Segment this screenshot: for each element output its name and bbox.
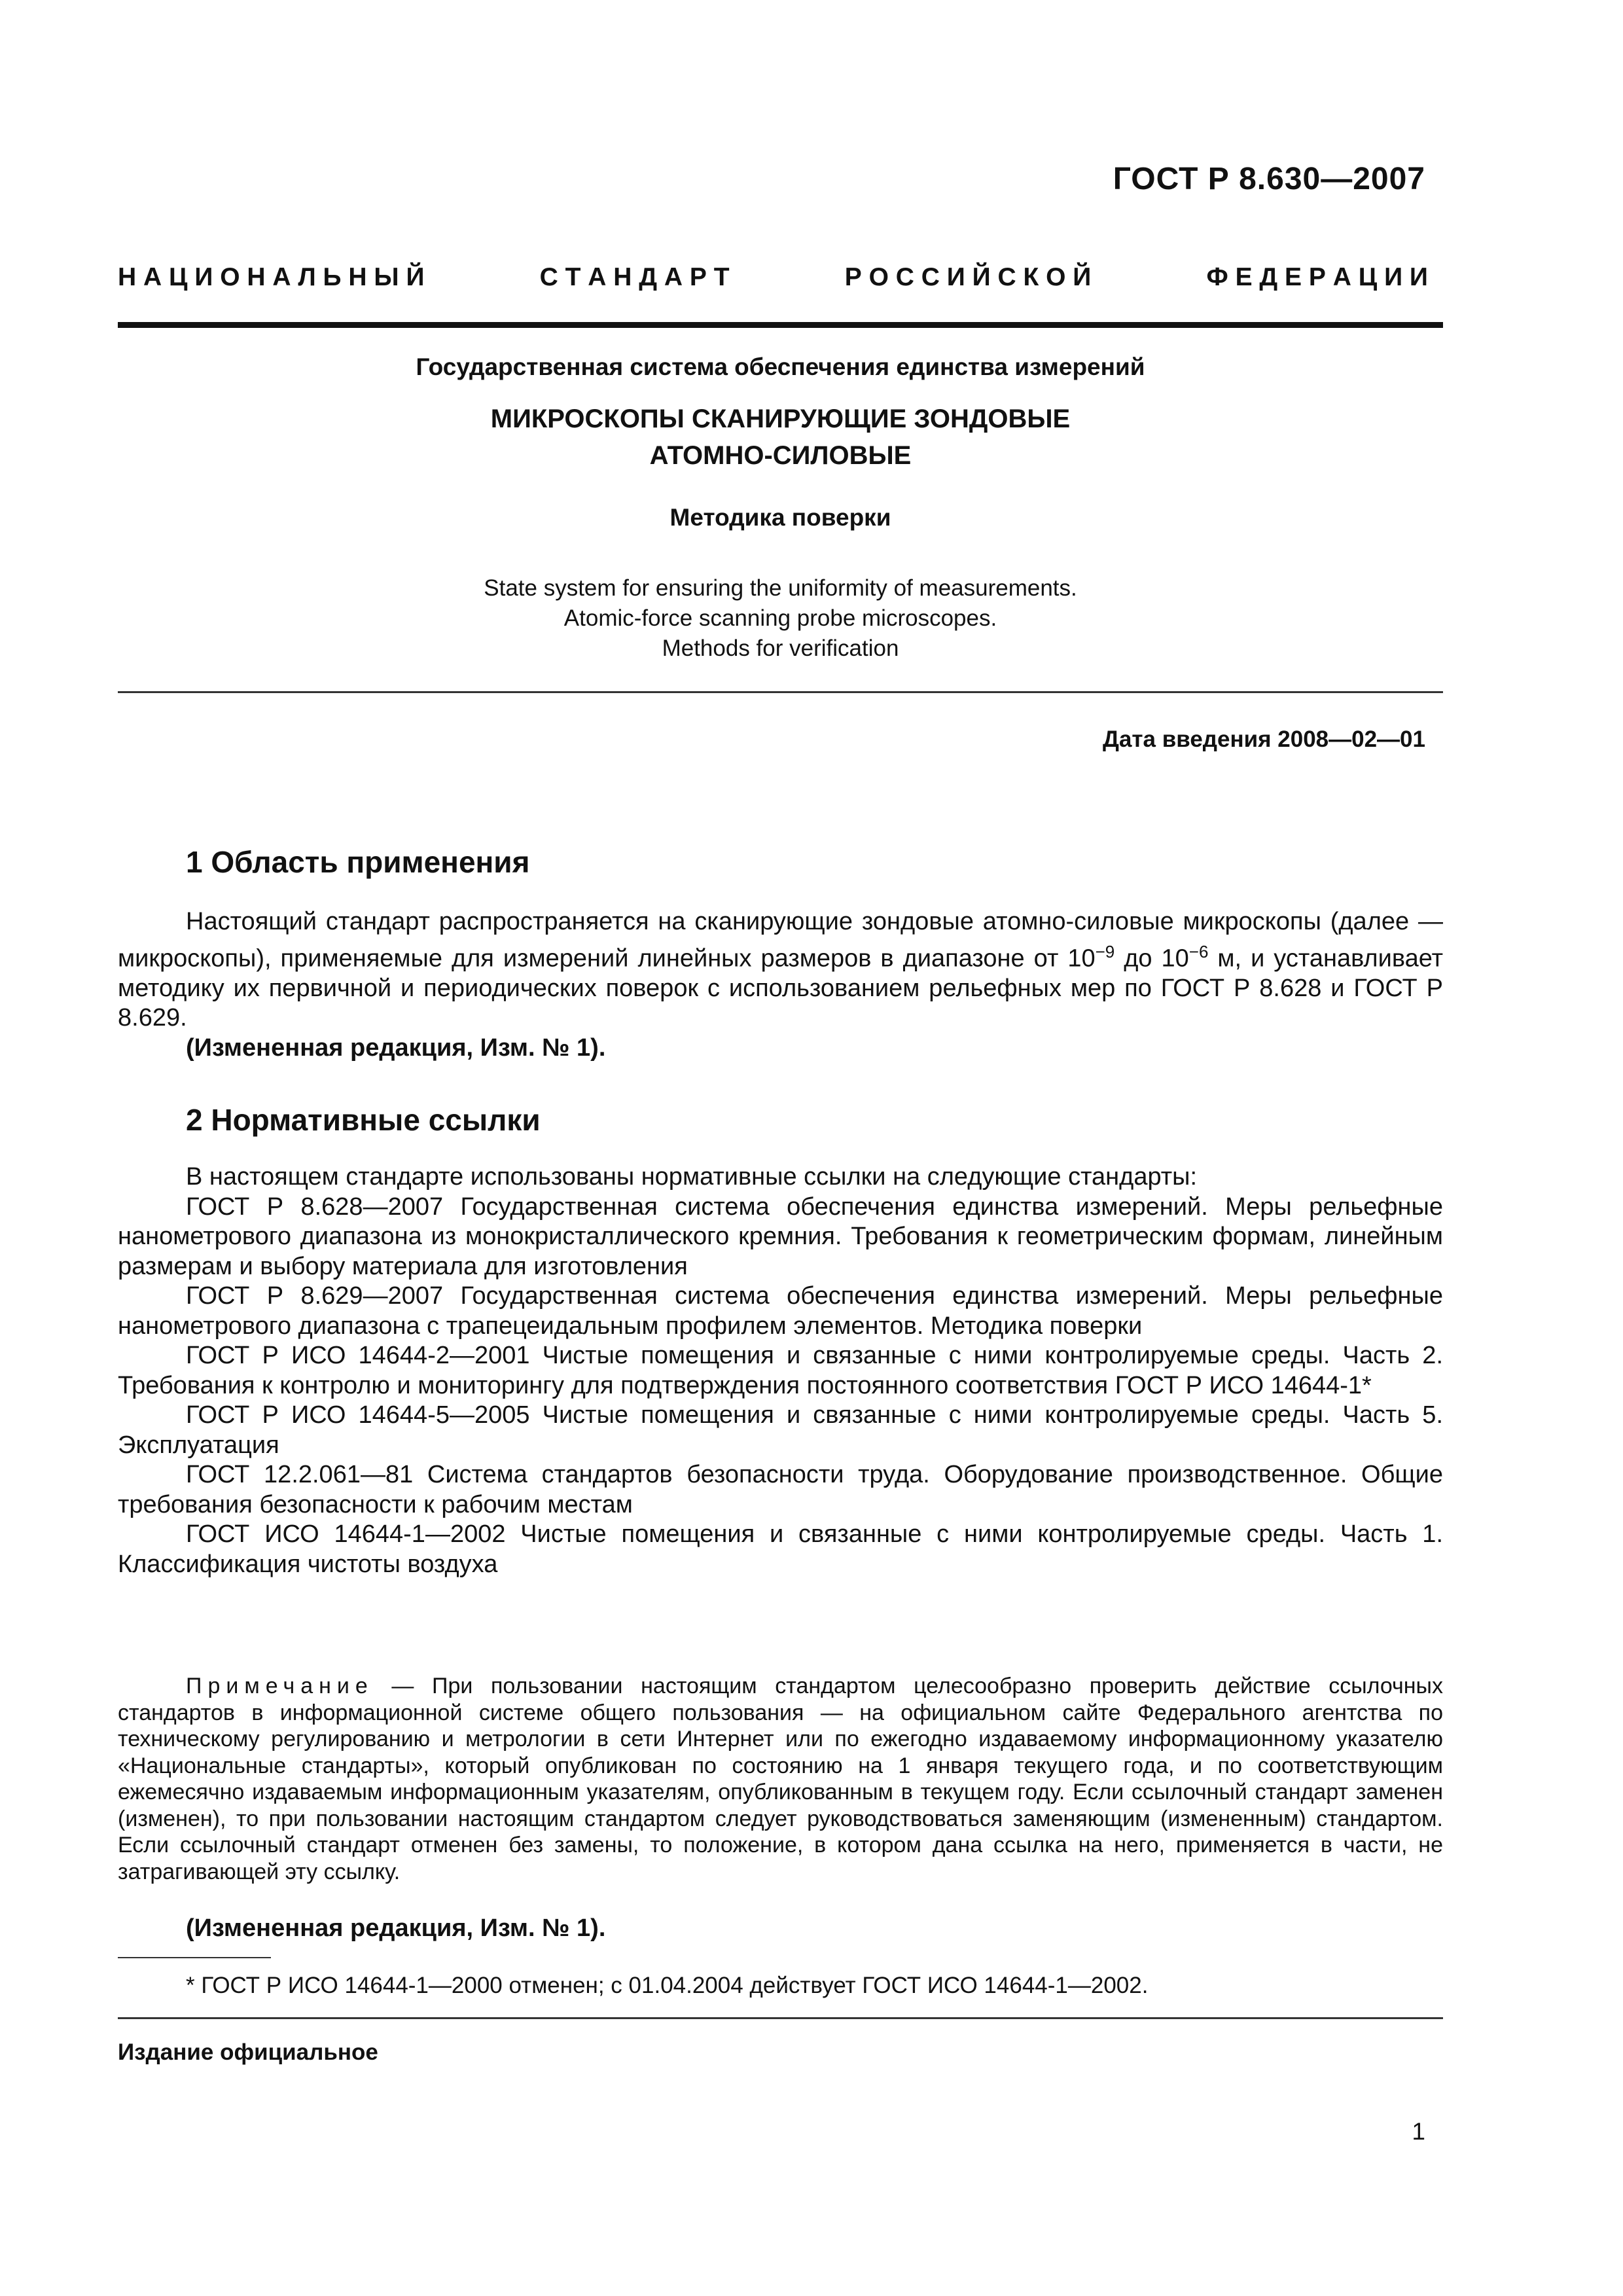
title-divider (118, 691, 1443, 693)
exponent: −6 (1188, 941, 1209, 961)
note-label: Примечание (186, 1674, 374, 1698)
note-block (118, 1673, 1443, 1885)
note-paragraph (118, 1673, 1443, 1885)
section-2-heading: 2 Нормативные ссылки (186, 1103, 541, 1137)
reference-item: ГОСТ 12.2.061—81 Система стандартов безопасности труда. Оборудование производственное. Общие требования безопасности к рабочим местам (118, 1461, 1443, 1518)
section-1-body (118, 907, 1443, 1063)
scope-paragraph (118, 907, 1443, 1033)
reference-item: ГОСТ Р ИСО 14644-5—2005 Чистые помещения и связанные с ними контролируемые среды. Часть 5. Эксплуатация (118, 1401, 1443, 1459)
english-title-line: State system for ensuring the uniformity of measurements. (484, 575, 1077, 601)
scope-text: м, и устанавливает методику их первичной и периодических поверок с использованием рельефных мер по ГОСТ Р 8.628 и ГОСТ Р 8.629. (118, 944, 1443, 1032)
national-title-word: Ф Е Д Е Р А Ц И И (1206, 263, 1428, 291)
english-title-line: Methods for verification (662, 636, 899, 661)
reference-item: ГОСТ Р ИСО 14644-2—2001 Чистые помещения и связанные с ними контролируемые среды. Часть 2. Требования к контролю и мониторингу для подтверждения постоянного соответствия ГОСТ Р ИСО 14644-1* (118, 1342, 1443, 1399)
footnote-divider (118, 1957, 271, 1958)
edition-label: Издание официальное (118, 2039, 378, 2065)
scope-text: Настоящий стандарт распространяется на сканирующие зондовые атомно-силовые микроскопы (далее — микроскопы), применяемые для измерений линейных размеров в диапазоне от 10 (118, 908, 1443, 973)
amendment-note: (Измененная редакция, Изм. № 1). (186, 1033, 606, 1062)
header-divider (118, 322, 1443, 328)
section-1-heading: 1 Область применения (186, 845, 530, 879)
scope-text: до 10 (1115, 944, 1189, 973)
reference-item: ГОСТ Р 8.628—2007 Государственная система обеспечения единства измерений. Меры рельефные нанометрового диапазона из монокристаллического кремния. Требования к геометрическим формам, линейным размерам и выбору материала для изготовления (118, 1193, 1443, 1280)
main-title-line: МИКРОСКОПЫ СКАНИРУЮЩИЕ ЗОНДОВЫЕ (490, 404, 1071, 433)
national-title-word: Н А Ц И О Н А Л Ь Н Ы Й (118, 263, 425, 291)
intro-date: Дата введения 2008—02—01 (1103, 726, 1425, 752)
english-title (118, 573, 1443, 664)
note-text: — При пользовании настоящим стандартом целесообразно проверить действие ссылочных стандартов в информационной системе общего пользования — на официальном сайте Федерального агентства по техническому регулированию и метрологии в сети Интернет или по ежегодно издаваемому информационному указателю «Национальные стандарты», который опубликован по состоянию на 1 января текущего года, и по соответствующим ежемесячно издаваемым информационным указателям, опубликованным в текущем году. Если ссылочный стандарт заменен (изменен), то при пользовании настоящим стандартом следует руководствоваться заменяющим (измененным) стандартом. Если ссылочный стандарт отменен без замены, то положение, в котором дана ссылка на него, применяется в части, не затрагивающей эту ссылку. (118, 1674, 1443, 1884)
references-list (118, 1162, 1443, 1579)
national-title-word: Р О С С И Й С К О Й (844, 263, 1092, 291)
english-title-line: Atomic-force scanning probe microscopes. (563, 605, 997, 631)
footer-divider (118, 2017, 1443, 2019)
exponent: −9 (1095, 941, 1115, 961)
page-number: 1 (1412, 2118, 1425, 2145)
system-title: Государственная система обеспечения единства измерений (416, 353, 1145, 380)
national-standard-title (118, 263, 1428, 292)
subtitle: Методика поверки (669, 504, 891, 531)
footnote: * ГОСТ Р ИСО 14644-1—2000 отменен; с 01.04.2004 действует ГОСТ ИСО 14644-1—2002. (186, 1973, 1149, 1998)
main-title-line: АТОМНО-СИЛОВЫЕ (649, 441, 912, 470)
document-code: ГОСТ Р 8.630—2007 (1113, 162, 1425, 196)
main-title (118, 401, 1443, 474)
national-title-word: С Т А Н Д А Р Т (539, 263, 730, 291)
reference-item: ГОСТ ИСО 14644-1—2002 Чистые помещения и связанные с ними контролируемые среды. Часть 1. Классификация чистоты воздуха (118, 1520, 1443, 1578)
section-2-amendment (118, 1914, 1443, 1944)
reference-item: ГОСТ Р 8.629—2007 Государственная система обеспечения единства измерений. Меры рельефные нанометрового диапазона с трапецеидальным профилем элементов. Методика поверки (118, 1282, 1443, 1340)
references-intro: В настоящем стандарте использованы нормативные ссылки на следующие стандарты: (186, 1163, 1198, 1191)
amendment-note: (Измененная редакция, Изм. № 1). (186, 1914, 606, 1942)
